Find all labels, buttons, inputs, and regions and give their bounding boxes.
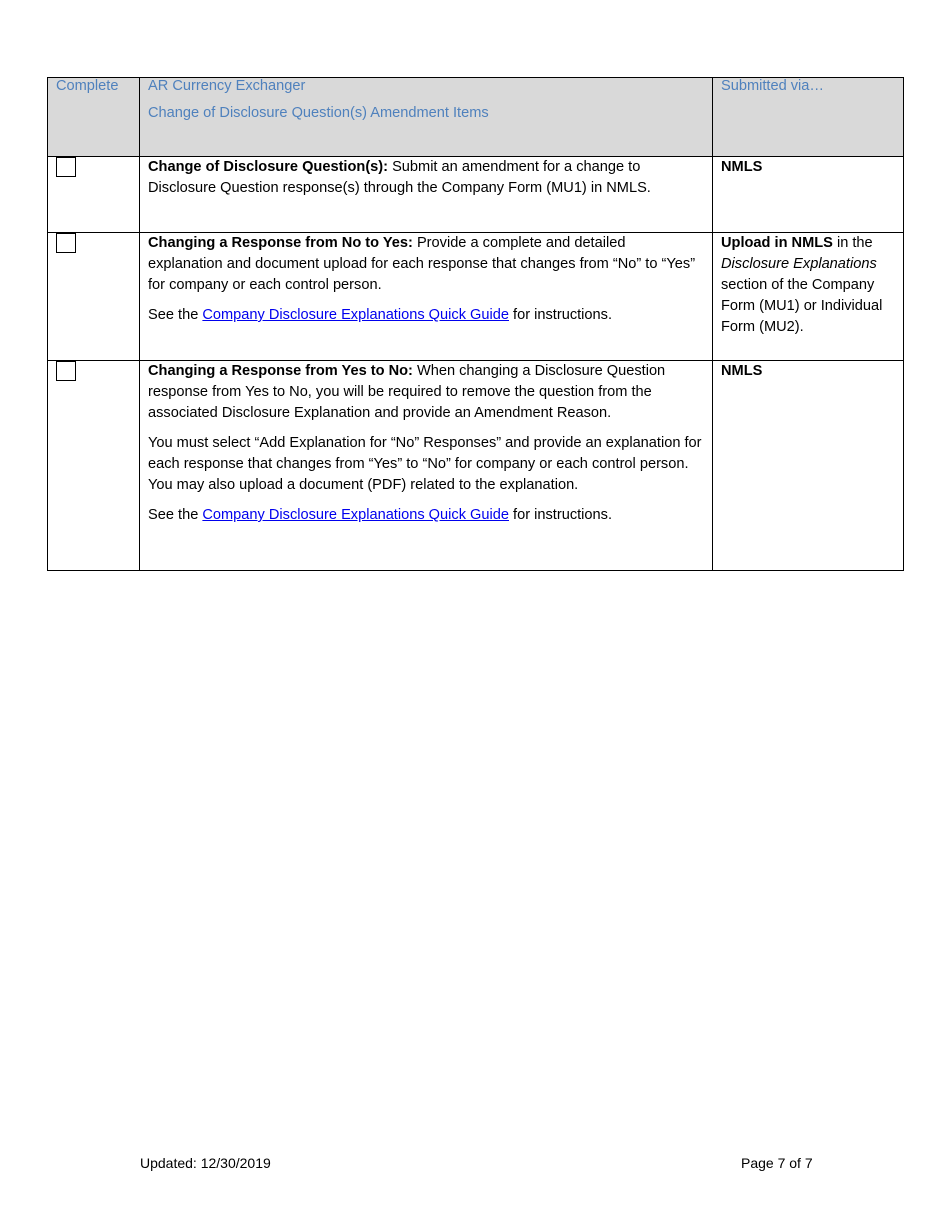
header-title-line1: AR Currency Exchanger xyxy=(148,78,306,94)
item-description xyxy=(140,157,713,233)
header-complete: Complete xyxy=(48,78,140,157)
complete-checkbox[interactable] xyxy=(56,361,76,381)
submitted-via-value: NMLS xyxy=(721,159,763,175)
table-row xyxy=(48,157,904,233)
table-header-row xyxy=(48,78,904,157)
item-text: Provide a complete and detailed explanation and document upload for each response that changes from “No” to “Yes” for company or each control person. xyxy=(148,235,696,293)
table-row xyxy=(48,233,904,361)
amendment-checklist-table xyxy=(47,77,904,571)
footer-page-number: Page 7 of 7 xyxy=(741,1155,813,1171)
see-guide-paragraph xyxy=(148,505,704,526)
complete-checkbox[interactable] xyxy=(56,157,76,177)
complete-cell xyxy=(48,361,140,571)
see-guide-suffix: for instructions. xyxy=(509,507,613,523)
item-paragraph xyxy=(148,233,704,296)
footer-updated-date: Updated: 12/30/2019 xyxy=(140,1155,271,1171)
submitted-via-value: NMLS xyxy=(721,363,763,379)
quick-guide-link[interactable]: Company Disclosure Explanations Quick Guide xyxy=(202,507,509,523)
item-text: When changing a Disclosure Question response from Yes to No, you will be required to remove the question from the associated Disclosure Explanation and provide an Amendment Reason. xyxy=(148,363,666,421)
quick-guide-link[interactable]: Company Disclosure Explanations Quick Guide xyxy=(202,307,509,323)
complete-cell xyxy=(48,233,140,361)
submitted-via-cell xyxy=(713,233,904,361)
see-guide-paragraph xyxy=(148,305,704,326)
submitted-via-text: section of the Company Form (MU1) or Individual Form (MU2). xyxy=(721,277,883,335)
item-title: Changing a Response from No to Yes: xyxy=(148,235,413,251)
item-paragraph-2: You must select “Add Explanation for “No” Responses” and provide an explanation for each response that changes from “Yes” to “No” for company or each control person. You may also upload a document (PDF) related to the explanation. xyxy=(148,435,702,493)
submitted-via-cell xyxy=(713,157,904,233)
see-guide-prefix: See the xyxy=(148,307,203,323)
header-title xyxy=(140,78,713,157)
item-paragraph xyxy=(148,157,704,199)
complete-checkbox[interactable] xyxy=(56,233,76,253)
submitted-via-bold: Upload in NMLS xyxy=(721,235,833,251)
item-title: Change of Disclosure Question(s): xyxy=(148,159,389,175)
submitted-via-section: Disclosure Explanations xyxy=(721,256,877,272)
submitted-via-cell xyxy=(713,361,904,571)
header-submitted-via: Submitted via… xyxy=(713,78,904,157)
submitted-via-text: in the xyxy=(832,235,873,251)
complete-cell xyxy=(48,157,140,233)
item-description xyxy=(140,361,713,571)
item-paragraph xyxy=(148,361,704,424)
see-guide-prefix: See the xyxy=(148,507,203,523)
item-title: Changing a Response from Yes to No: xyxy=(148,363,413,379)
see-guide-suffix: for instructions. xyxy=(509,307,613,323)
item-text: Submit an amendment for a change to Disclosure Question response(s) through the Company Form (MU1) in NMLS. xyxy=(148,159,651,196)
header-title-line2: Change of Disclosure Question(s) Amendment Items xyxy=(148,105,489,121)
item-description xyxy=(140,233,713,361)
table-row xyxy=(48,361,904,571)
